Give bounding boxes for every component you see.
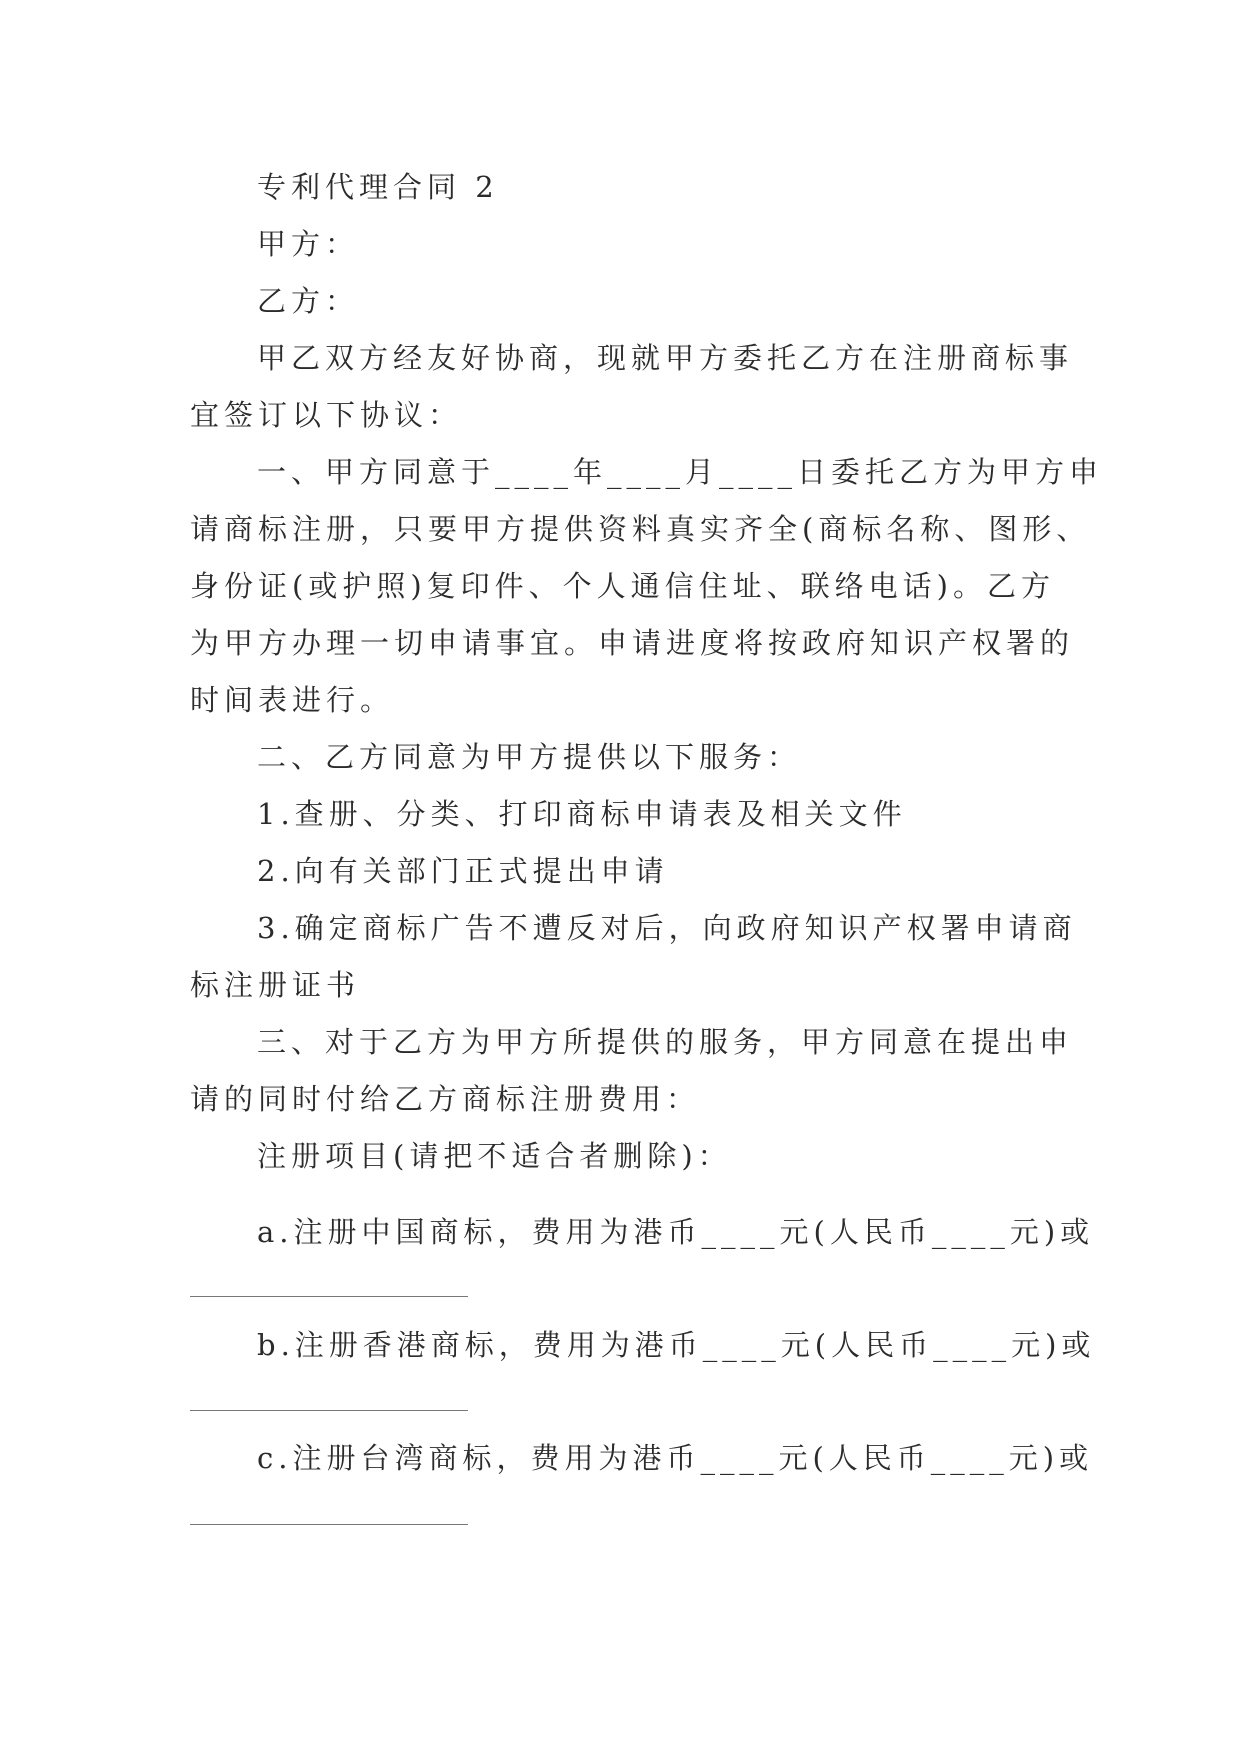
service-item-3: 3.确定商标广告不遭反对后，向政府知识产权署申请商	[257, 911, 1077, 945]
item-c: c.注册台湾商标，费用为港币____元(人民币____元)或	[257, 1441, 1094, 1475]
item-b-blank-rule	[190, 1410, 468, 1411]
party-a-label: 甲方：	[257, 227, 360, 261]
intro-line-2: 宜签订以下协议：	[190, 398, 463, 432]
items-heading: 注册项目(请把不适合者删除)：	[257, 1139, 732, 1173]
party-b-label: 乙方：	[257, 284, 360, 318]
document-title: 专利代理合同 2	[257, 170, 499, 204]
item-a: a.注册中国商标，费用为港币____元(人民币____元)或	[257, 1215, 1095, 1249]
service-item-2: 2.向有关部门正式提出申请	[257, 854, 669, 888]
intro-line-1: 甲乙双方经友好协商，现就甲方委托乙方在注册商标事	[257, 341, 1074, 375]
clause3-line-2: 请的同时付给乙方商标注册费用：	[190, 1082, 701, 1116]
clause1-line-4: 为甲方办理一切申请事宜。申请进度将按政府知识产权署的	[190, 626, 1075, 660]
item-b: b.注册香港商标，费用为港币____元(人民币____元)或	[257, 1328, 1096, 1362]
clause1-line-5: 时间表进行。	[190, 683, 395, 717]
clause1-line-1: 一、甲方同意于____年____月____日委托乙方为甲方申	[257, 455, 1104, 489]
clause1-line-2: 请商标注册，只要甲方提供资料真实齐全(商标名称、图形、	[190, 512, 1091, 546]
item-c-blank-rule	[190, 1524, 468, 1525]
item-a-blank-rule	[190, 1296, 468, 1297]
clause3-line-1: 三、对于乙方为甲方所提供的服务，甲方同意在提出申	[257, 1025, 1074, 1059]
clause2-heading: 二、乙方同意为甲方提供以下服务：	[257, 740, 802, 774]
service-item-1: 1.查册、分类、打印商标申请表及相关文件	[257, 797, 907, 831]
service-item-3-cont: 标注册证书	[190, 968, 361, 1002]
clause1-line-3: 身份证(或护照)复印件、个人通信住址、联络电话)。乙方	[190, 569, 1055, 603]
